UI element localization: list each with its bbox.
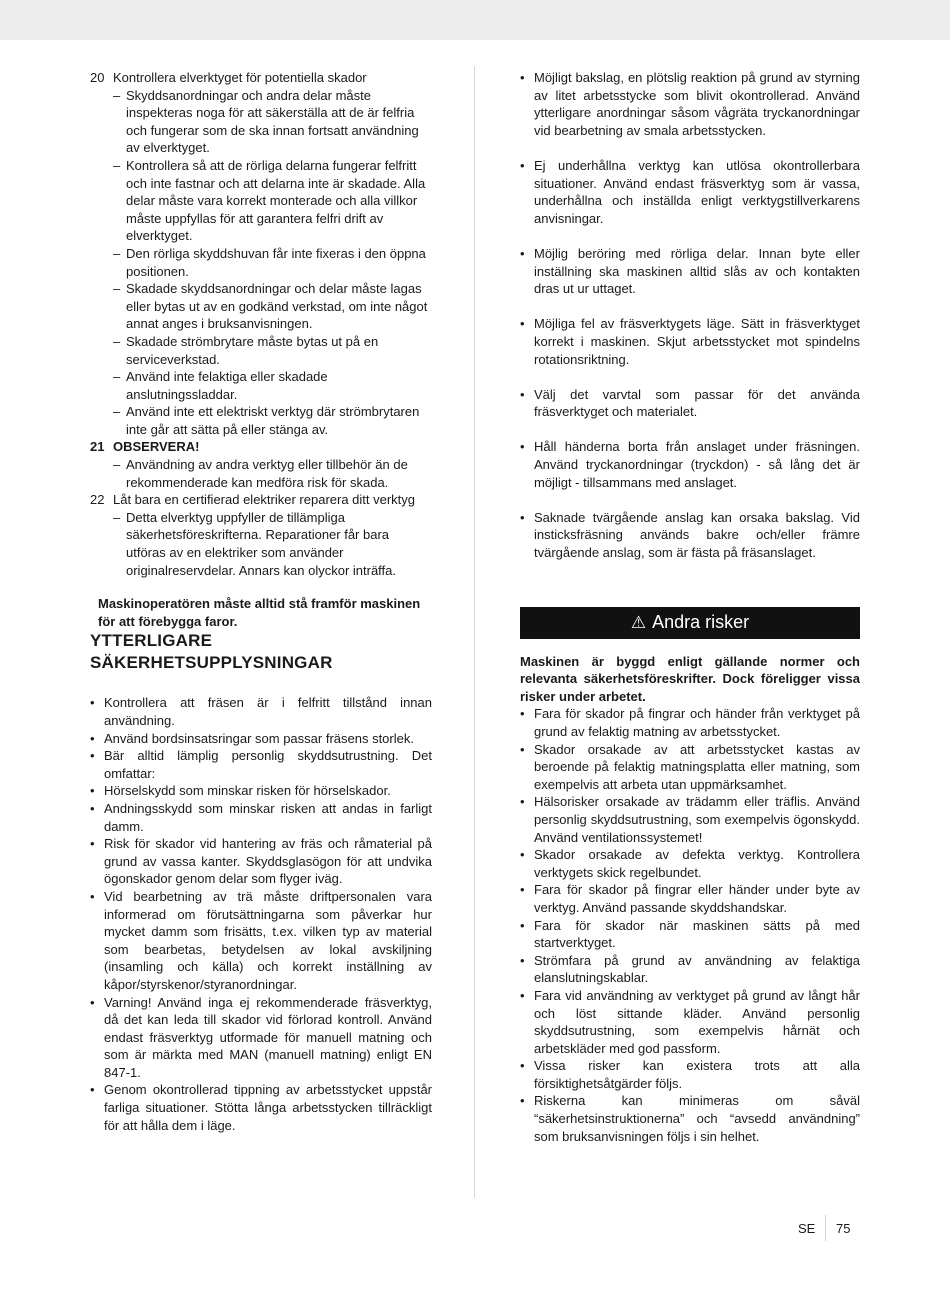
list-item: • Ej underhållna verktyg kan utlösa okontrollerbara situationer. Använd endast fräsverktyg som är vassa, underhållna och inställda enligt verktygstillverkarens anvisningar. (520, 157, 860, 226)
column-divider (474, 66, 475, 1198)
list-item: • Genom okontrollerad tippning av arbetsstycket uppstår farliga situationer. Stötta långa arbetsstycken tillräckligt för att hålla dem i läge. (90, 1082, 432, 1133)
banner-title: Andra risker (652, 611, 750, 632)
list-item: • Hälsorisker orsakade av trädamm eller träflis. Använd personlig skyddsutrustning, som exempelvis ögonskydd. Använd ventilationssystemet! (520, 794, 860, 845)
list-item: • Vid bearbetning av trä måste driftpersonalen vara informerad om förutsättningarna som påverkar hur mycket damm som frisätts, t.ex. vilken typ av material som bearbetas, betydelsen av lokal avskiljning (insamling och källa) och korrekt inställning av kåpor/styrskenor/styranordningar. (90, 888, 432, 992)
list-item: • Hörselskydd som minskar risken för hörselskador. (90, 783, 391, 799)
item-20-sublist (90, 87, 432, 439)
section-heading-line1: YTTERLIGARE (90, 631, 213, 651)
list-item: • Fara vid användning av verktyget på grund av långt hår och löst sittande kläder. Använd personlig skyddsutrustning, som exempelvis hårnät och arbetskläder med god passform. (520, 987, 860, 1056)
list-item: • Möjligt bakslag, en plötslig reaktion på grund av styrning av litet arbetsstycke som blivit okontrollerad. Använd ytterligare anordningar såsom vågräta tryckanordningar vid bearbetning av smala arbetsstycken. (520, 70, 860, 138)
other-risks-banner (520, 607, 860, 639)
list-item: • Skador orsakade av att arbetsstycket kastas av beroende på felaktig matningsplatta eller matning, som exempelvis att arbeta utan uppmärksamhet. (520, 741, 860, 792)
list-item: • Skador orsakade av defekta verktyg. Kontrollera verktygets skick regelbundet. (520, 847, 860, 880)
safety-bullet-list (90, 694, 432, 1134)
sub-item: – Skadade strömbrytare måste bytas ut på en serviceverkstad. (113, 333, 379, 367)
sub-item: – Använd inte felaktiga eller skadade anslutningssladdar. (113, 369, 328, 402)
risk-cause-list (520, 69, 860, 562)
list-item: • Fara för skador när maskinen sätts på med startverktyget. (520, 917, 860, 951)
list-item: • Möjliga fel av fräsverktygets läge. Sätt in fräsverktyget korrekt i maskinen. Skjut arbetsstycket mot spindelns rotationsriktning. (520, 316, 860, 367)
section-heading-line2: SÄKERHETSUPPLYSNINGAR (90, 653, 333, 673)
list-item: • Andningsskydd som minskar risken att andas in farligt damm. (90, 800, 432, 834)
list-item: • Fara för skador på fingrar eller händer under byte av verktyg. Använd passande skyddshandskar. (520, 882, 860, 915)
list-item: • Varning! Använd inga ej rekommenderade fräsverktyg, då det kan leda till skador vid förlorad kontroll. Använd endast fräsverktyg utformade för manuell matning och som är märkta med MAN (manuell matning) enligt EN 847-1. (90, 994, 432, 1080)
sub-item: – Den rörliga skyddshuvan får inte fixeras i den öppna positionen. (113, 245, 426, 279)
list-item: • Kontrollera att fräsen är i felfritt tillstånd innan användning. (90, 695, 432, 728)
numbered-item-22 (90, 491, 432, 509)
item-22-sublist (90, 509, 432, 579)
list-item: • Riskerna kan minimeras om såväl “säkerhetsinstruktionerna” och “avsedd användning” som bruksanvisningen följs i sin helhet. (520, 1093, 860, 1144)
operator-note: Maskinoperatören måste alltid stå framför maskinen för att förebygga faror. (98, 596, 421, 629)
page-number: 75 (836, 1221, 851, 1236)
list-item: • Håll händerna borta från anslaget under fräsningen. Använd tryckanordningar (tryckdon) - så lång det är möjligt - tillsammans med anslaget. (520, 439, 860, 490)
left-column (90, 69, 432, 1134)
list-item: • Saknade tvärgående anslag kan orsaka bakslag. Vid insticksfräsning används bakre och/eller främre tvärgående anslag, som är fästa på fräsanslaget. (520, 509, 860, 561)
list-item: • Använd bordsinsatsringar som passar fräsens storlek. (90, 730, 414, 746)
list-item: • Möjlig beröring med rörliga delar. Innan byte eller inställning ska maskinen alltid slås av och kontakten dras ut ur uttaget. (520, 245, 860, 297)
risk-intro: Maskinen är byggd enligt gällande normer och relevanta säkerhetsföreskrifter. Dock föreligger vissa risker under arbetet. (520, 653, 860, 704)
list-item: • Strömfara på grund av användning av felaktiga elanslutningskablar. (520, 952, 860, 986)
sub-item: – Skadade skyddsanordningar och delar måste lagas eller bytas ut av en godkänd verkstad, om inte något annat anges i bruksanvisningen. (113, 281, 428, 332)
item-number: 20 (90, 70, 105, 85)
list-item: • Fara för skador på fingrar och händer från verktyget på grund av felaktig matning av arbetsstycket. (520, 706, 860, 739)
sub-item: – Kontrollera så att de rörliga delarna fungerar felfritt och inte fastnar och att delarna inte är skadade. Alla delar måste vara korrekt monterade och alla villkor måste uppfyllas för att garantera felfri drift av elverktyget. (113, 157, 426, 244)
item-title: OBSERVERA! (113, 439, 200, 455)
numbered-item-20 (90, 69, 432, 87)
sub-item: – Använd inte ett elektriskt verktyg där strömbrytaren inte går att sätta på eller stänga av. (113, 404, 420, 437)
list-item: • Vissa risker kan existera trots att alla försiktighetsåtgärder följs. (520, 1058, 860, 1091)
other-risks-list (520, 705, 860, 1145)
sub-item: – Användning av andra verktyg eller tillbehör än de rekommenderade kan medföra risk för skada. (113, 457, 408, 490)
sub-item: – Detta elverktyg uppfyller de tillämpliga säkerhetsföreskrifterna. Reparationer får bara utföras av en elektriker som använder originalreservdelar. Annars kan olyckor inträffa. (113, 509, 397, 578)
right-column (520, 69, 860, 1145)
item-number: 21 (90, 439, 105, 455)
item-title: Låt bara en certifierad elektriker reparera ditt verktyg (113, 492, 416, 508)
item-21-sublist (90, 456, 432, 491)
warning-triangle-icon: ⚠ (630, 612, 647, 632)
list-item: • Risk för skador vid hantering av fräs och råmaterial på grund av vassa kanter. Skyddsglasögon för att undvika ögonskador genom delar som flyger iväg. (90, 836, 432, 887)
numbered-item-21 (90, 438, 432, 456)
footer-separator (825, 1215, 826, 1241)
top-gray-band (0, 0, 950, 40)
list-item: • Bär alltid lämplig personlig skyddsutrustning. Det omfattar: (90, 748, 432, 781)
item-number: 22 (90, 492, 105, 508)
list-item: • Välj det varvtal som passar för det använda fräsverktyget och materialet. (520, 386, 860, 420)
language-code: SE (798, 1221, 816, 1236)
sub-item: – Skyddsanordningar och andra delar måste inspekteras noga för att säkerställa att de är felfria och fungerar som de ska innan fortsatt användning av elverktyget. (113, 87, 419, 156)
item-title: Kontrollera elverktyget för potentiella skador (113, 70, 367, 85)
